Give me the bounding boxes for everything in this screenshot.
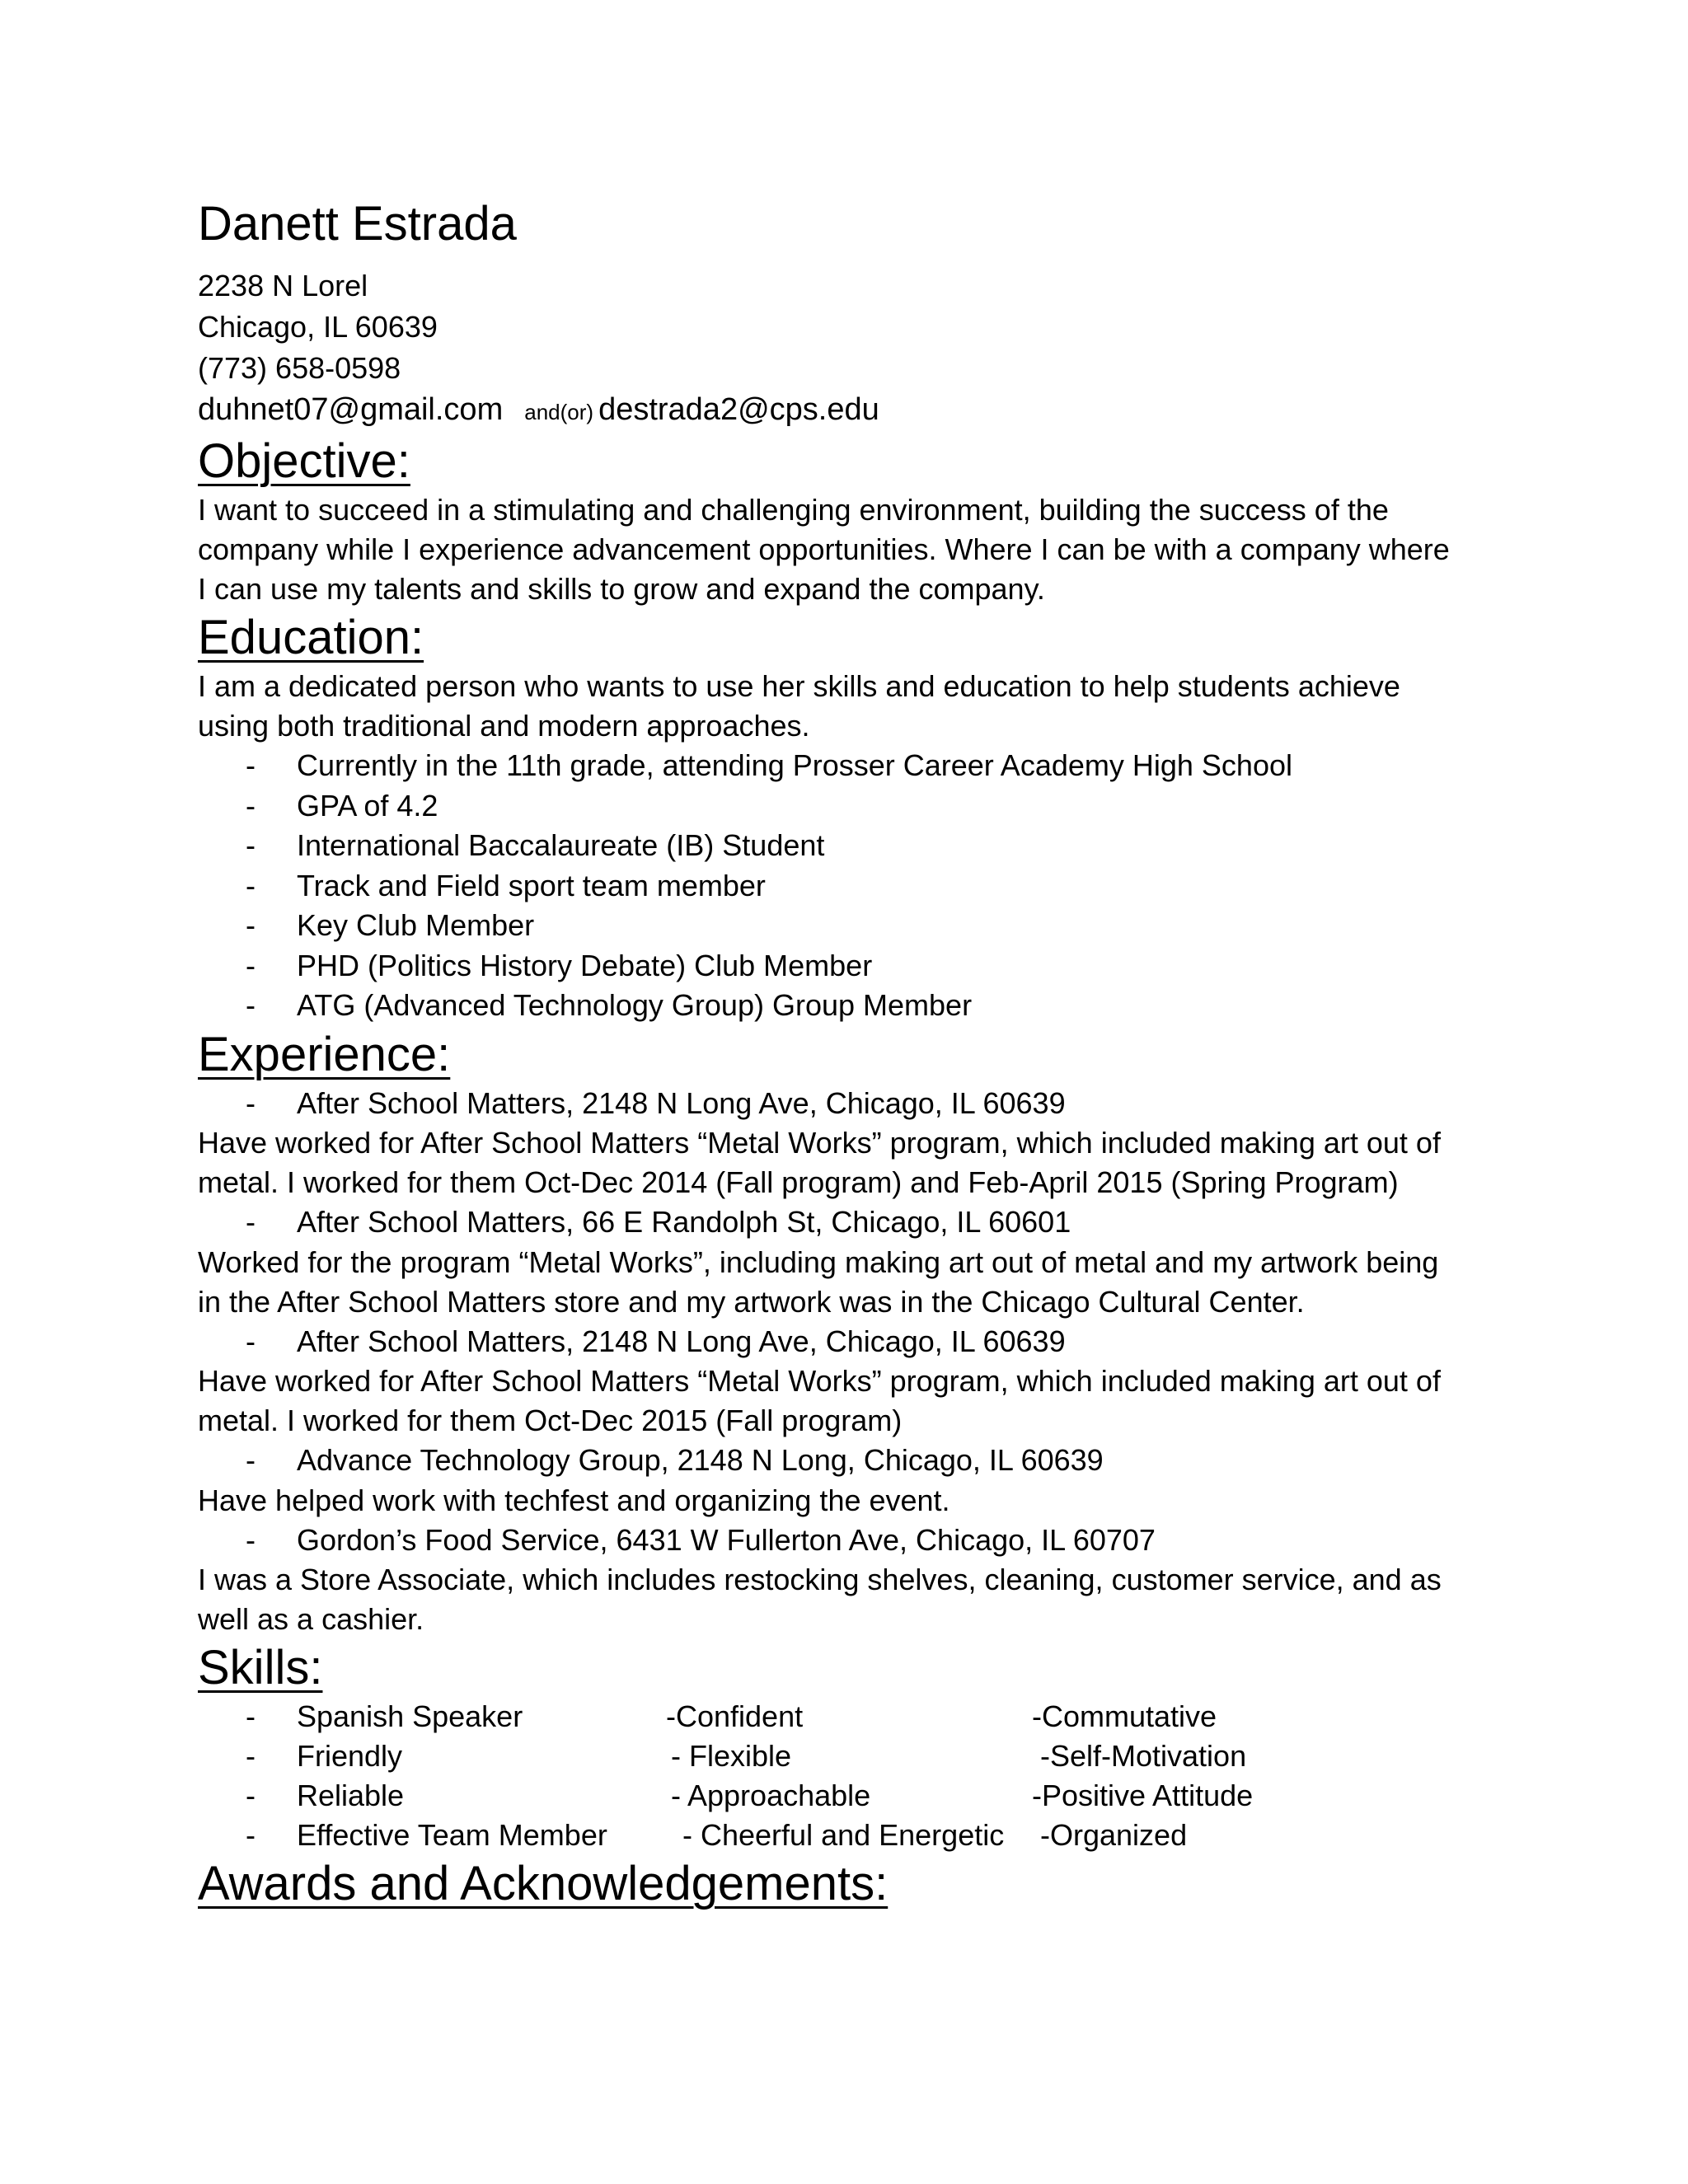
experience-section <box>198 1026 1517 1640</box>
experience-entry-heading: - After School Matters, 2148 N Long Ave, Chicago, IL 60639 <box>198 1084 1517 1124</box>
bullet-dash: - <box>246 748 256 782</box>
bullet-dash: - <box>246 948 256 982</box>
bullet-dash: - <box>246 1522 256 1557</box>
experience-description-line: well as a cashier. <box>198 1602 424 1636</box>
skill-item: Friendly <box>297 1739 403 1773</box>
email-separator: and(or) <box>524 400 594 424</box>
skill-item: - Flexible <box>671 1739 792 1773</box>
bullet-dash: - <box>246 1085 256 1120</box>
experience-description-line: I was a Store Associate, which includes restocking shelves, cleaning, customer service, and as <box>198 1563 1442 1596</box>
education-list <box>198 746 1517 1026</box>
applicant-name: Danett Estrada <box>198 197 517 251</box>
skills-section <box>198 1639 1517 1855</box>
skill-item: -Commutative <box>1032 1699 1217 1733</box>
objective-line: I can use my talents and skills to grow and expand the company. <box>198 572 1045 606</box>
skill-item: Spanish Speaker <box>297 1699 523 1733</box>
skills-heading: Skills: <box>198 1641 323 1694</box>
bullet-dash: - <box>246 1205 256 1239</box>
experience-heading: Experience: <box>198 1027 451 1081</box>
experience-description-line: Have worked for After School Matters “Metal Works” program, which included making art out of <box>198 1364 1441 1398</box>
address-line-1: 2238 N Lorel <box>198 269 368 302</box>
objective-heading: Objective: <box>198 434 410 488</box>
bullet-dash: - <box>246 828 256 862</box>
education-item: - GPA of 4.2 <box>198 786 1517 827</box>
bullet-dash: - <box>246 1739 256 1773</box>
education-item: - PHD (Politics History Debate) Club Member <box>198 946 1517 987</box>
skill-item: -Self-Motivation <box>1040 1739 1247 1773</box>
skills-row <box>198 1816 1517 1855</box>
awards-heading: Awards and Acknowledgements: <box>198 1857 889 1910</box>
education-item: - Key Club Member <box>198 906 1517 946</box>
email-line <box>198 389 1517 433</box>
bullet-dash: - <box>246 868 256 902</box>
phone-number: (773) 658-0598 <box>198 351 401 385</box>
bullet-dash: - <box>246 788 256 823</box>
objective-line: I want to succeed in a stimulating and challenging environment, building the success of the <box>198 493 1389 527</box>
education-item: - Currently in the 11th grade, attending Prosser Career Academy High School <box>198 746 1517 786</box>
bullet-dash: - <box>246 908 256 942</box>
objective-section <box>198 433 1517 609</box>
experience-description-line: Have worked for After School Matters “Metal Works” program, which included making art out of <box>198 1126 1441 1160</box>
education-intro-line: I am a dedicated person who wants to use her skills and education to help students achieve <box>198 669 1400 703</box>
skill-item: Effective Team Member <box>297 1818 607 1852</box>
primary-email: duhnet07@gmail.com <box>198 392 504 427</box>
bullet-dash: - <box>246 988 256 1022</box>
experience-description-line: metal. I worked for them Oct-Dec 2014 (Fall program) and Feb-April 2015 (Spring Program) <box>198 1165 1399 1199</box>
skill-item: Reliable <box>297 1779 405 1812</box>
bullet-dash: - <box>246 1779 256 1812</box>
experience-entry-heading: - Gordon’s Food Service, 6431 W Fullerton Ave, Chicago, IL 60707 <box>198 1521 1517 1561</box>
education-heading: Education: <box>198 611 424 664</box>
skill-item: -Organized <box>1040 1818 1188 1852</box>
experience-description-line: Have helped work with techfest and organizing the event. <box>198 1483 950 1517</box>
experience-description-line: metal. I worked for them Oct-Dec 2015 (Fall program) <box>198 1404 903 1437</box>
education-item: - International Baccalaureate (IB) Student <box>198 826 1517 866</box>
experience-description-line: in the After School Matters store and my artwork was in the Chicago Cultural Center. <box>198 1284 1305 1319</box>
address-line-2: Chicago, IL 60639 <box>198 310 438 344</box>
skill-item: -Confident <box>666 1699 804 1733</box>
bullet-dash: - <box>246 1443 256 1477</box>
bullet-dash: - <box>246 1699 256 1733</box>
experience-entry-heading: - After School Matters, 2148 N Long Ave, Chicago, IL 60639 <box>198 1322 1517 1362</box>
education-intro-line: using both traditional and modern approaches. <box>198 709 810 743</box>
skills-row <box>198 1697 1517 1736</box>
education-item: - Track and Field sport team member <box>198 866 1517 907</box>
bullet-dash: - <box>246 1324 256 1358</box>
skills-row <box>198 1736 1517 1776</box>
skill-item: - Approachable <box>671 1779 871 1812</box>
experience-description-line: Worked for the program “Metal Works”, including making art out of metal and my artwork being <box>198 1244 1439 1279</box>
skills-row <box>198 1776 1517 1816</box>
skill-item: -Positive Attitude <box>1032 1779 1254 1812</box>
awards-section <box>198 1855 1517 1913</box>
experience-entry-heading: - After School Matters, 66 E Randolph St, Chicago, IL 60601 <box>198 1202 1517 1243</box>
education-section <box>198 609 1517 1026</box>
education-item: - ATG (Advanced Technology Group) Group Member <box>198 986 1517 1026</box>
experience-entry-heading: - Advance Technology Group, 2148 N Long, Chicago, IL 60639 <box>198 1441 1517 1481</box>
resume-header <box>198 191 1517 433</box>
bullet-dash: - <box>246 1818 256 1852</box>
objective-line: company while I experience advancement opportunities. Where I can be with a company where <box>198 532 1450 566</box>
resume-page <box>198 191 1517 1913</box>
secondary-email: destrada2@cps.edu <box>598 392 879 427</box>
skill-item: - Cheerful and Energetic <box>682 1818 1005 1852</box>
